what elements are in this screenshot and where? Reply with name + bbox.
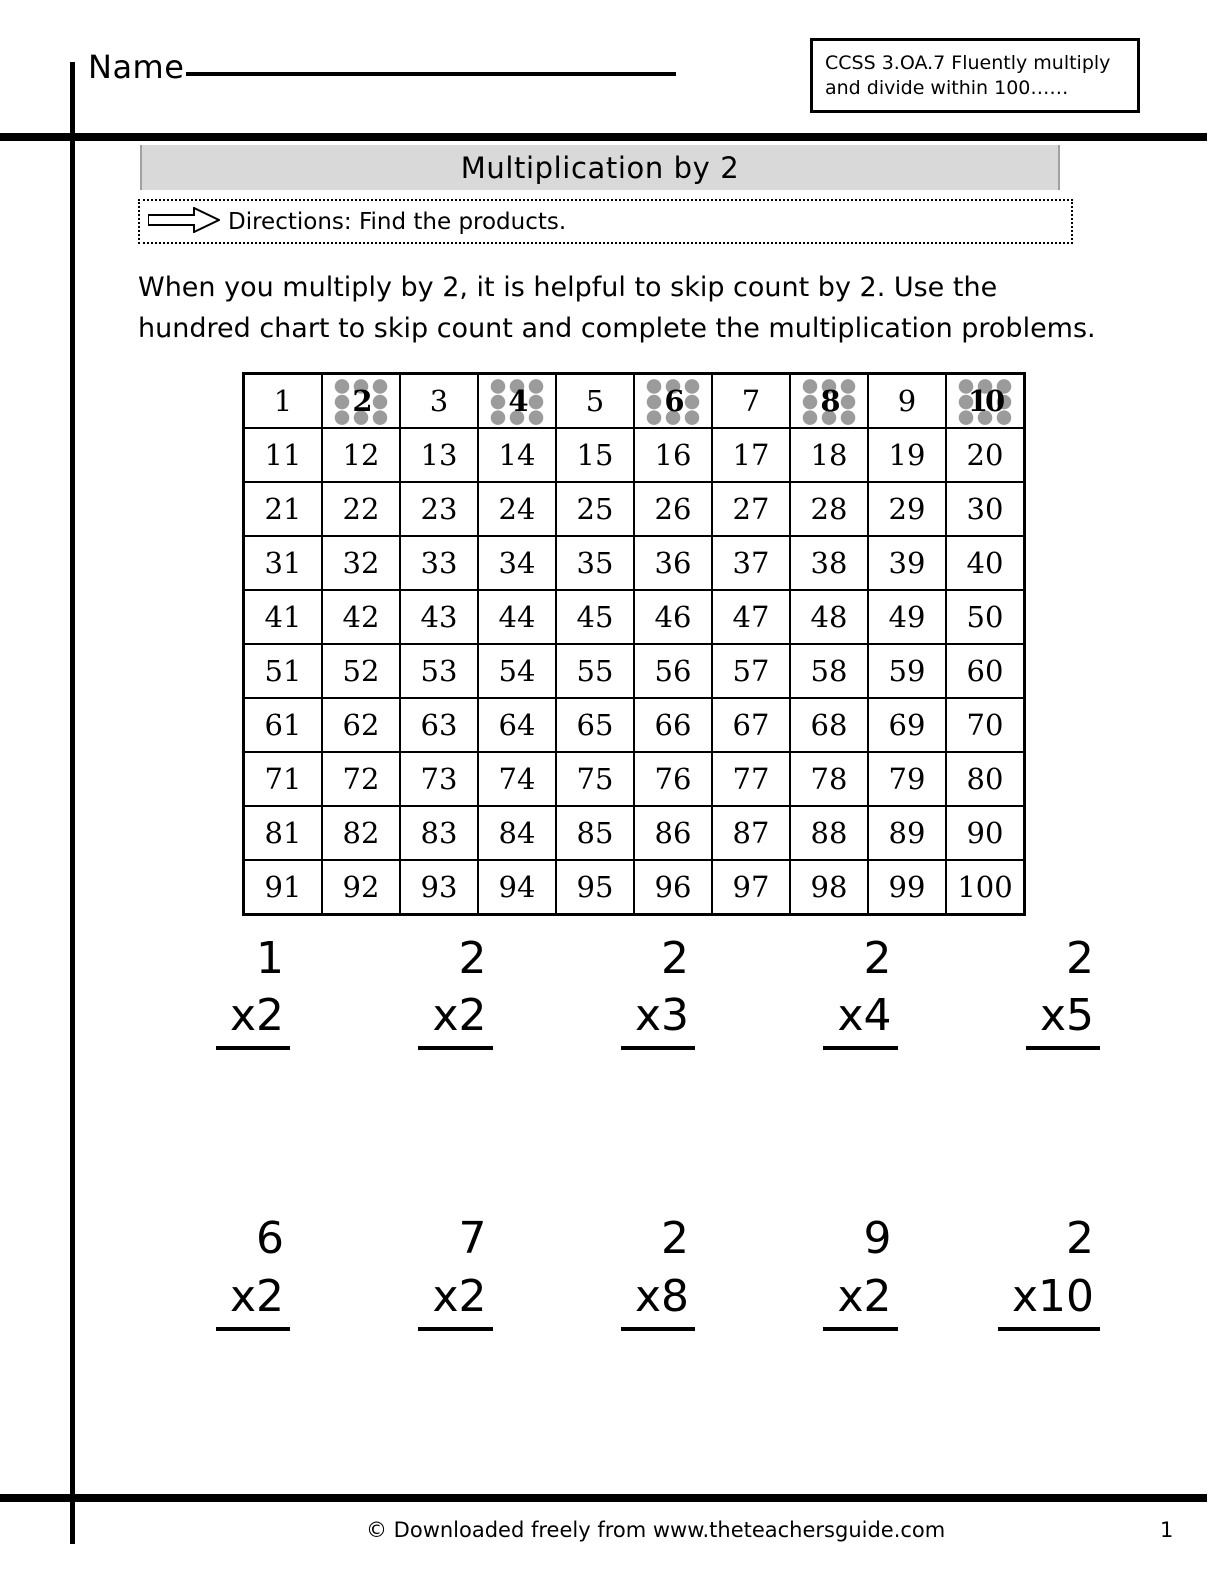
chart-cell-value: 10 [967, 384, 1003, 418]
chart-cell-value: 43 [420, 600, 458, 634]
chart-cell-36[interactable] [634, 536, 712, 590]
chart-cell-76[interactable] [634, 752, 712, 806]
chart-cell-value: 66 [654, 708, 692, 742]
chart-cell-value: 16 [654, 438, 692, 472]
chart-cell-value: 63 [420, 708, 458, 742]
chart-row [244, 644, 1025, 698]
chart-cell-28[interactable] [790, 482, 868, 536]
chart-cell-82[interactable] [322, 806, 400, 860]
chart-cell-58[interactable] [790, 644, 868, 698]
problem-multiplicand: 2 [1066, 933, 1094, 984]
chart-cell-96[interactable] [634, 860, 712, 915]
chart-cell-2[interactable] [322, 374, 400, 429]
chart-cell-value: 20 [966, 438, 1004, 472]
chart-cell-35[interactable] [556, 536, 634, 590]
chart-cell-98[interactable] [790, 860, 868, 915]
chart-cell-value: 22 [342, 492, 380, 526]
chart-cell-value: 85 [576, 816, 614, 850]
problem-2[interactable] [343, 930, 493, 1050]
chart-cell-13[interactable] [400, 428, 478, 482]
chart-cell-value: 31 [264, 546, 302, 580]
chart-cell-97[interactable] [712, 860, 790, 915]
problem-8[interactable] [545, 1210, 695, 1330]
chart-cell-value: 49 [888, 600, 926, 634]
chart-cell-99[interactable] [868, 860, 946, 915]
chart-cell-61[interactable] [244, 698, 323, 752]
chart-cell-value: 82 [342, 816, 380, 850]
header-divider-line [0, 133, 1207, 141]
chart-cell-94[interactable] [478, 860, 556, 915]
chart-cell-value: 94 [498, 870, 536, 904]
chart-cell-5[interactable] [556, 374, 634, 429]
problem-6[interactable] [140, 1210, 290, 1330]
problem-multiplier: x2 [418, 987, 492, 1050]
chart-cell-63[interactable] [400, 698, 478, 752]
chart-cell-value: 61 [264, 708, 302, 742]
chart-cell-41[interactable] [244, 590, 323, 644]
chart-cell-value: 42 [342, 600, 380, 634]
chart-cell-40[interactable] [946, 536, 1025, 590]
chart-cell-66[interactable] [634, 698, 712, 752]
chart-cell-value: 45 [576, 600, 614, 634]
chart-cell-81[interactable] [244, 806, 323, 860]
problem-row [140, 930, 1100, 1050]
problem-multiplier: x10 [998, 1268, 1100, 1331]
chart-cell-value: 78 [810, 762, 848, 796]
chart-row [244, 806, 1025, 860]
chart-cell-value: 62 [342, 708, 380, 742]
chart-cell-value: 3 [429, 384, 449, 418]
page-title: Multiplication by 2 [460, 150, 740, 185]
problem-multiplicand: 2 [863, 933, 892, 984]
chart-cell-4[interactable] [478, 374, 556, 429]
chart-cell-3[interactable] [400, 374, 478, 429]
problem-multiplicand: 2 [661, 933, 689, 984]
chart-cell-value: 26 [654, 492, 692, 526]
chart-cell-48[interactable] [790, 590, 868, 644]
problem-set [140, 930, 1100, 1491]
footer-credit: © Downloaded freely from www.theteachersguide.com [366, 1518, 946, 1542]
chart-cell-value: 75 [576, 762, 614, 796]
chart-cell-value: 97 [732, 870, 770, 904]
chart-cell-90[interactable] [946, 806, 1025, 860]
chart-cell-value: 17 [732, 438, 770, 472]
chart-cell-95[interactable] [556, 860, 634, 915]
chart-cell-value: 84 [498, 816, 536, 850]
chart-cell-value: 100 [957, 870, 1013, 904]
chart-cell-value: 53 [420, 654, 458, 688]
chart-cell-83[interactable] [400, 806, 478, 860]
chart-cell-50[interactable] [946, 590, 1025, 644]
chart-cell-value: 8 [820, 384, 838, 418]
worksheet-title-bar [140, 145, 1060, 190]
chart-cell-21[interactable] [244, 482, 323, 536]
chart-cell-value: 48 [810, 600, 848, 634]
chart-cell-value: 99 [888, 870, 926, 904]
chart-cell-16[interactable] [634, 428, 712, 482]
chart-row [244, 482, 1025, 536]
chart-cell-value: 41 [264, 600, 302, 634]
chart-cell-value: 95 [576, 870, 614, 904]
chart-cell-86[interactable] [634, 806, 712, 860]
chart-cell-80[interactable] [946, 752, 1025, 806]
problem-multiplicand: 6 [256, 1213, 284, 1265]
chart-cell-53[interactable] [400, 644, 478, 698]
problem-multiplier: x2 [823, 1268, 897, 1331]
chart-cell-value: 54 [498, 654, 536, 688]
chart-cell-29[interactable] [868, 482, 946, 536]
problem-4[interactable] [748, 930, 898, 1050]
problem-3[interactable] [545, 930, 695, 1050]
problem-multiplicand: 2 [661, 1213, 689, 1265]
chart-cell-18[interactable] [790, 428, 868, 482]
footer-divider-line [0, 1494, 1207, 1502]
chart-cell-value: 34 [498, 546, 536, 580]
chart-cell-value: 6 [664, 384, 682, 418]
chart-cell-73[interactable] [400, 752, 478, 806]
problem-10[interactable] [950, 1210, 1100, 1330]
chart-cell-60[interactable] [946, 644, 1025, 698]
chart-cell-38[interactable] [790, 536, 868, 590]
chart-cell-value: 70 [966, 708, 1004, 742]
chart-cell-value: 1 [273, 384, 293, 418]
chart-cell-10[interactable] [946, 374, 1025, 429]
chart-cell-68[interactable] [790, 698, 868, 752]
problem-multiplicand: 2 [458, 933, 487, 984]
problem-multiplicand: 1 [256, 933, 284, 984]
chart-cell-value: 39 [888, 546, 926, 580]
chart-cell-value: 11 [264, 438, 302, 472]
chart-cell-value: 67 [732, 708, 770, 742]
chart-cell-43[interactable] [400, 590, 478, 644]
chart-cell-30[interactable] [946, 482, 1025, 536]
chart-cell-37[interactable] [712, 536, 790, 590]
chart-cell-51[interactable] [244, 644, 323, 698]
chart-cell-72[interactable] [322, 752, 400, 806]
chart-cell-49[interactable] [868, 590, 946, 644]
ccss-line-1: CCSS 3.OA.7 Fluently multiply [825, 52, 1111, 74]
chart-cell-32[interactable] [322, 536, 400, 590]
chart-cell-value: 96 [654, 870, 692, 904]
chart-cell-93[interactable] [400, 860, 478, 915]
hundred-chart [242, 372, 1026, 916]
chart-row [244, 536, 1025, 590]
name-input[interactable] [186, 71, 676, 76]
chart-cell-69[interactable] [868, 698, 946, 752]
intro-paragraph: When you multiply by 2, it is helpful to skip count by 2. Use the hundred chart to skip count and complete the multiplication problems. [138, 272, 1096, 344]
chart-cell-62[interactable] [322, 698, 400, 752]
chart-cell-value: 59 [888, 654, 926, 688]
chart-cell-value: 24 [498, 492, 536, 526]
problem-5[interactable] [950, 930, 1100, 1050]
chart-cell-14[interactable] [478, 428, 556, 482]
hundred-chart-wrapper [242, 372, 1026, 916]
chart-cell-value: 80 [966, 762, 1004, 796]
chart-cell-52[interactable] [322, 644, 400, 698]
ccss-standard-box [810, 38, 1140, 113]
chart-cell-84[interactable] [478, 806, 556, 860]
chart-cell-value: 71 [264, 762, 302, 796]
problem-1[interactable] [140, 930, 290, 1050]
chart-cell-value: 21 [264, 492, 302, 526]
chart-cell-value: 2 [352, 384, 370, 418]
chart-cell-78[interactable] [790, 752, 868, 806]
chart-cell-value: 51 [264, 654, 302, 688]
problem-7[interactable] [343, 1210, 493, 1330]
right-arrow-icon [148, 207, 220, 237]
chart-cell-value: 69 [888, 708, 926, 742]
chart-cell-value: 14 [498, 438, 536, 472]
chart-cell-6[interactable] [634, 374, 712, 429]
chart-cell-value: 13 [420, 438, 458, 472]
chart-cell-65[interactable] [556, 698, 634, 752]
chart-cell-value: 18 [810, 438, 848, 472]
chart-cell-value: 58 [810, 654, 848, 688]
chart-cell-value: 40 [966, 546, 1004, 580]
chart-cell-79[interactable] [868, 752, 946, 806]
chart-cell-9[interactable] [868, 374, 946, 429]
chart-cell-25[interactable] [556, 482, 634, 536]
chart-cell-15[interactable] [556, 428, 634, 482]
chart-cell-value: 74 [498, 762, 536, 796]
chart-cell-34[interactable] [478, 536, 556, 590]
name-label: Name [88, 48, 185, 86]
problem-multiplier: x4 [823, 987, 897, 1050]
problem-multiplier: x3 [621, 987, 695, 1050]
problem-9[interactable] [748, 1210, 898, 1330]
chart-row [244, 752, 1025, 806]
chart-cell-value: 93 [420, 870, 458, 904]
chart-cell-31[interactable] [244, 536, 323, 590]
chart-cell-value: 98 [810, 870, 848, 904]
chart-cell-64[interactable] [478, 698, 556, 752]
chart-cell-39[interactable] [868, 536, 946, 590]
chart-row [244, 590, 1025, 644]
chart-cell-value: 25 [576, 492, 614, 526]
chart-cell-value: 76 [654, 762, 692, 796]
chart-cell-value: 88 [810, 816, 848, 850]
chart-cell-value: 91 [264, 870, 302, 904]
chart-cell-55[interactable] [556, 644, 634, 698]
chart-cell-value: 35 [576, 546, 614, 580]
chart-cell-value: 50 [966, 600, 1004, 634]
chart-cell-value: 77 [732, 762, 770, 796]
chart-cell-56[interactable] [634, 644, 712, 698]
problem-multiplier: x2 [216, 1268, 290, 1331]
chart-cell-value: 5 [585, 384, 605, 418]
chart-cell-value: 72 [342, 762, 380, 796]
chart-cell-22[interactable] [322, 482, 400, 536]
chart-cell-value: 36 [654, 546, 692, 580]
chart-cell-59[interactable] [868, 644, 946, 698]
chart-cell-value: 47 [732, 600, 770, 634]
chart-cell-value: 44 [498, 600, 536, 634]
chart-cell-19[interactable] [868, 428, 946, 482]
chart-cell-value: 65 [576, 708, 614, 742]
problem-multiplier: x2 [216, 987, 290, 1050]
chart-cell-value: 86 [654, 816, 692, 850]
chart-cell-88[interactable] [790, 806, 868, 860]
chart-cell-75[interactable] [556, 752, 634, 806]
chart-cell-11[interactable] [244, 428, 323, 482]
chart-cell-value: 57 [732, 654, 770, 688]
chart-cell-45[interactable] [556, 590, 634, 644]
chart-cell-value: 33 [420, 546, 458, 580]
chart-cell-value: 30 [966, 492, 1004, 526]
chart-cell-value: 90 [966, 816, 1004, 850]
problem-multiplicand: 7 [458, 1213, 487, 1265]
chart-cell-value: 23 [420, 492, 458, 526]
chart-cell-value: 79 [888, 762, 926, 796]
chart-cell-44[interactable] [478, 590, 556, 644]
chart-cell-57[interactable] [712, 644, 790, 698]
chart-cell-value: 55 [576, 654, 614, 688]
problem-multiplier: x5 [1026, 987, 1100, 1050]
chart-cell-42[interactable] [322, 590, 400, 644]
chart-cell-54[interactable] [478, 644, 556, 698]
chart-row [244, 860, 1025, 915]
chart-cell-17[interactable] [712, 428, 790, 482]
chart-cell-value: 4 [508, 384, 526, 418]
chart-cell-value: 28 [810, 492, 848, 526]
chart-row [244, 698, 1025, 752]
chart-cell-46[interactable] [634, 590, 712, 644]
chart-cell-value: 89 [888, 816, 926, 850]
chart-row [244, 374, 1025, 429]
chart-cell-value: 83 [420, 816, 458, 850]
problem-multiplier: x2 [418, 1268, 492, 1331]
chart-cell-value: 7 [741, 384, 761, 418]
chart-cell-value: 9 [897, 384, 917, 418]
chart-cell-value: 46 [654, 600, 692, 634]
problem-multiplicand: 2 [1066, 1213, 1094, 1265]
chart-cell-74[interactable] [478, 752, 556, 806]
directions-text: Directions: Find the products. [228, 208, 567, 235]
chart-cell-value: 37 [732, 546, 770, 580]
chart-cell-26[interactable] [634, 482, 712, 536]
chart-cell-89[interactable] [868, 806, 946, 860]
chart-cell-85[interactable] [556, 806, 634, 860]
chart-cell-value: 15 [576, 438, 614, 472]
chart-cell-value: 29 [888, 492, 926, 526]
problem-row [140, 1210, 1100, 1330]
chart-cell-value: 32 [342, 546, 380, 580]
chart-cell-70[interactable] [946, 698, 1025, 752]
chart-cell-91[interactable] [244, 860, 323, 915]
chart-cell-71[interactable] [244, 752, 323, 806]
chart-cell-value: 64 [498, 708, 536, 742]
chart-cell-47[interactable] [712, 590, 790, 644]
chart-cell-value: 73 [420, 762, 458, 796]
chart-cell-value: 68 [810, 708, 848, 742]
chart-cell-value: 87 [732, 816, 770, 850]
chart-cell-value: 27 [732, 492, 770, 526]
chart-cell-100[interactable] [946, 860, 1025, 915]
directions-box [138, 199, 1073, 244]
chart-cell-27[interactable] [712, 482, 790, 536]
chart-cell-92[interactable] [322, 860, 400, 915]
chart-cell-12[interactable] [322, 428, 400, 482]
chart-cell-87[interactable] [712, 806, 790, 860]
chart-cell-value: 12 [342, 438, 380, 472]
name-field-row [88, 48, 676, 86]
ccss-line-2: and divide within 100…… [825, 76, 1069, 99]
chart-cell-value: 52 [342, 654, 380, 688]
chart-cell-value: 56 [654, 654, 692, 688]
left-margin-line [70, 62, 75, 1544]
chart-cell-24[interactable] [478, 482, 556, 536]
chart-cell-1[interactable] [244, 374, 323, 429]
chart-cell-value: 38 [810, 546, 848, 580]
page-number: 1 [1160, 1518, 1174, 1542]
chart-row [244, 428, 1025, 482]
chart-cell-67[interactable] [712, 698, 790, 752]
chart-cell-value: 81 [264, 816, 302, 850]
chart-cell-value: 19 [888, 438, 926, 472]
chart-cell-value: 92 [342, 870, 380, 904]
chart-cell-8[interactable] [790, 374, 868, 429]
chart-cell-33[interactable] [400, 536, 478, 590]
chart-cell-77[interactable] [712, 752, 790, 806]
problem-multiplicand: 9 [863, 1213, 892, 1265]
chart-cell-20[interactable] [946, 428, 1025, 482]
problem-multiplier: x8 [621, 1268, 695, 1331]
chart-cell-value: 60 [966, 654, 1004, 688]
chart-cell-23[interactable] [400, 482, 478, 536]
chart-cell-7[interactable] [712, 374, 790, 429]
